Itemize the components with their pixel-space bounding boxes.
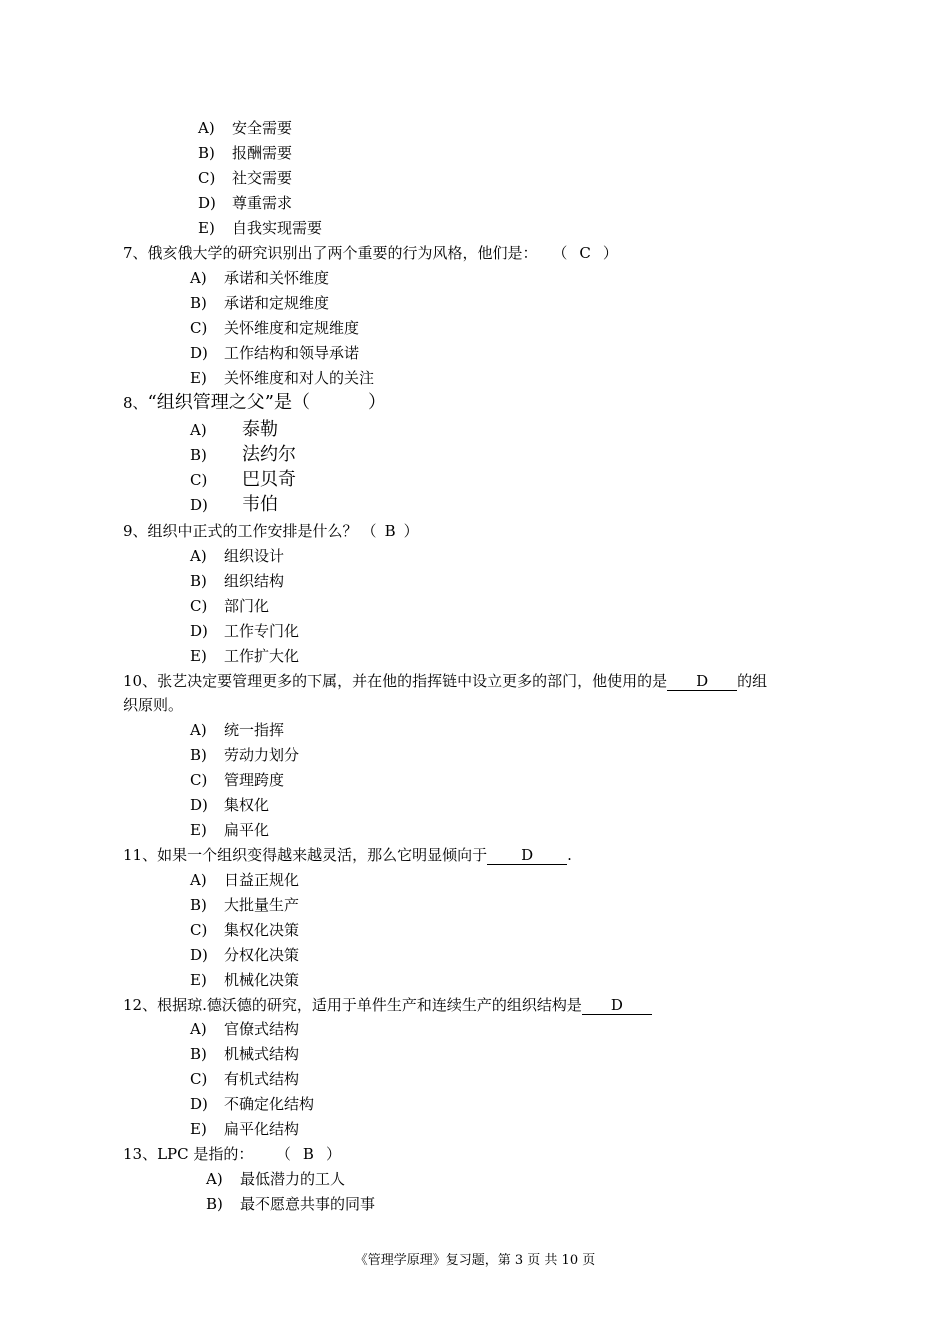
option-a: A) 统一指挥 bbox=[190, 721, 285, 739]
option-c: C) 巴贝奇 bbox=[190, 469, 296, 490]
option-d: D) 韦伯 bbox=[190, 494, 278, 515]
option-b: B) 劳动力划分 bbox=[190, 746, 300, 764]
option-a: A) 泰勒 bbox=[190, 419, 278, 440]
option-c: C) 有机式结构 bbox=[190, 1070, 300, 1088]
answer-13: B bbox=[302, 1145, 314, 1163]
answer-7: C bbox=[579, 244, 591, 262]
option-d: D) 不确定化结构 bbox=[190, 1095, 315, 1113]
option-c: C) 管理跨度 bbox=[190, 771, 285, 789]
option-c: C) 关怀维度和定规维度 bbox=[190, 319, 360, 337]
option-a: A) 最低潜力的工人 bbox=[206, 1170, 346, 1188]
option-e: E) 机械化决策 bbox=[190, 971, 300, 989]
option-d: D) 工作专门化 bbox=[190, 622, 300, 640]
option-a: A) 组织设计 bbox=[190, 547, 285, 565]
option-d: D) 集权化 bbox=[190, 796, 270, 814]
option-b: B) 机械式结构 bbox=[190, 1045, 300, 1063]
question-11: 11、如果一个组织变得越来越灵活，那么它明显倾向于 D . bbox=[123, 846, 572, 864]
option-e: E) 关怀维度和对人的关注 bbox=[190, 369, 375, 387]
question-8: 8、“组织管理之父”是（ ） bbox=[123, 392, 386, 413]
option-b: B) 组织结构 bbox=[190, 572, 285, 590]
question-7: 7、俄亥俄大学的研究识别出了两个重要的行为风格，他们是： （ C ） bbox=[123, 244, 618, 262]
question-10: 10、张艺决定要管理更多的下属，并在他的指挥链中设立更多的部门，他使用的是 D 的组 bbox=[123, 672, 768, 690]
option-b: B) 大批量生产 bbox=[190, 896, 300, 914]
answer-10: D bbox=[667, 672, 737, 691]
option-c: C) 社交需要 bbox=[198, 169, 293, 187]
question-12: 12、根据琼.德沃德的研究，适用于单件生产和连续生产的组织结构是 D bbox=[123, 995, 652, 1015]
option-d: D) 分权化决策 bbox=[190, 946, 300, 964]
option-a: A) 日益正规化 bbox=[190, 871, 300, 889]
option-e: E) 扁平化结构 bbox=[190, 1120, 300, 1138]
answer-11: D bbox=[487, 846, 567, 865]
question-13: 13、LPC 是指的： （ B ） bbox=[123, 1145, 341, 1163]
option-d: D) 工作结构和领导承诺 bbox=[190, 344, 360, 362]
answer-12: D bbox=[582, 996, 652, 1015]
option-c: C) 集权化决策 bbox=[190, 921, 300, 939]
option-d: D) 尊重需求 bbox=[198, 194, 293, 212]
page-footer: 《管理学原理》复习题，第 3 页 共 10 页 bbox=[354, 1253, 596, 1268]
question-10-cont: 织原则。 bbox=[123, 696, 184, 714]
option-a: A) 官僚式结构 bbox=[190, 1020, 300, 1038]
option-b: B) 承诺和定规维度 bbox=[190, 294, 330, 312]
option-e: E) 工作扩大化 bbox=[190, 647, 300, 665]
option-e: E) 扁平化 bbox=[190, 821, 270, 839]
option-b: B) 报酬需要 bbox=[198, 144, 293, 162]
option-a: A) 承诺和关怀维度 bbox=[190, 269, 330, 287]
option-b: B) 最不愿意共事的同事 bbox=[206, 1195, 376, 1213]
question-9: 9、组织中正式的工作安排是什么？ （ B ） bbox=[123, 522, 419, 540]
option-b: B) 法约尔 bbox=[190, 444, 296, 465]
option-a: A) 安全需要 bbox=[198, 119, 293, 137]
option-c: C) 部门化 bbox=[190, 597, 270, 615]
option-e: E) 自我实现需要 bbox=[198, 219, 323, 237]
answer-9: B bbox=[384, 522, 396, 540]
